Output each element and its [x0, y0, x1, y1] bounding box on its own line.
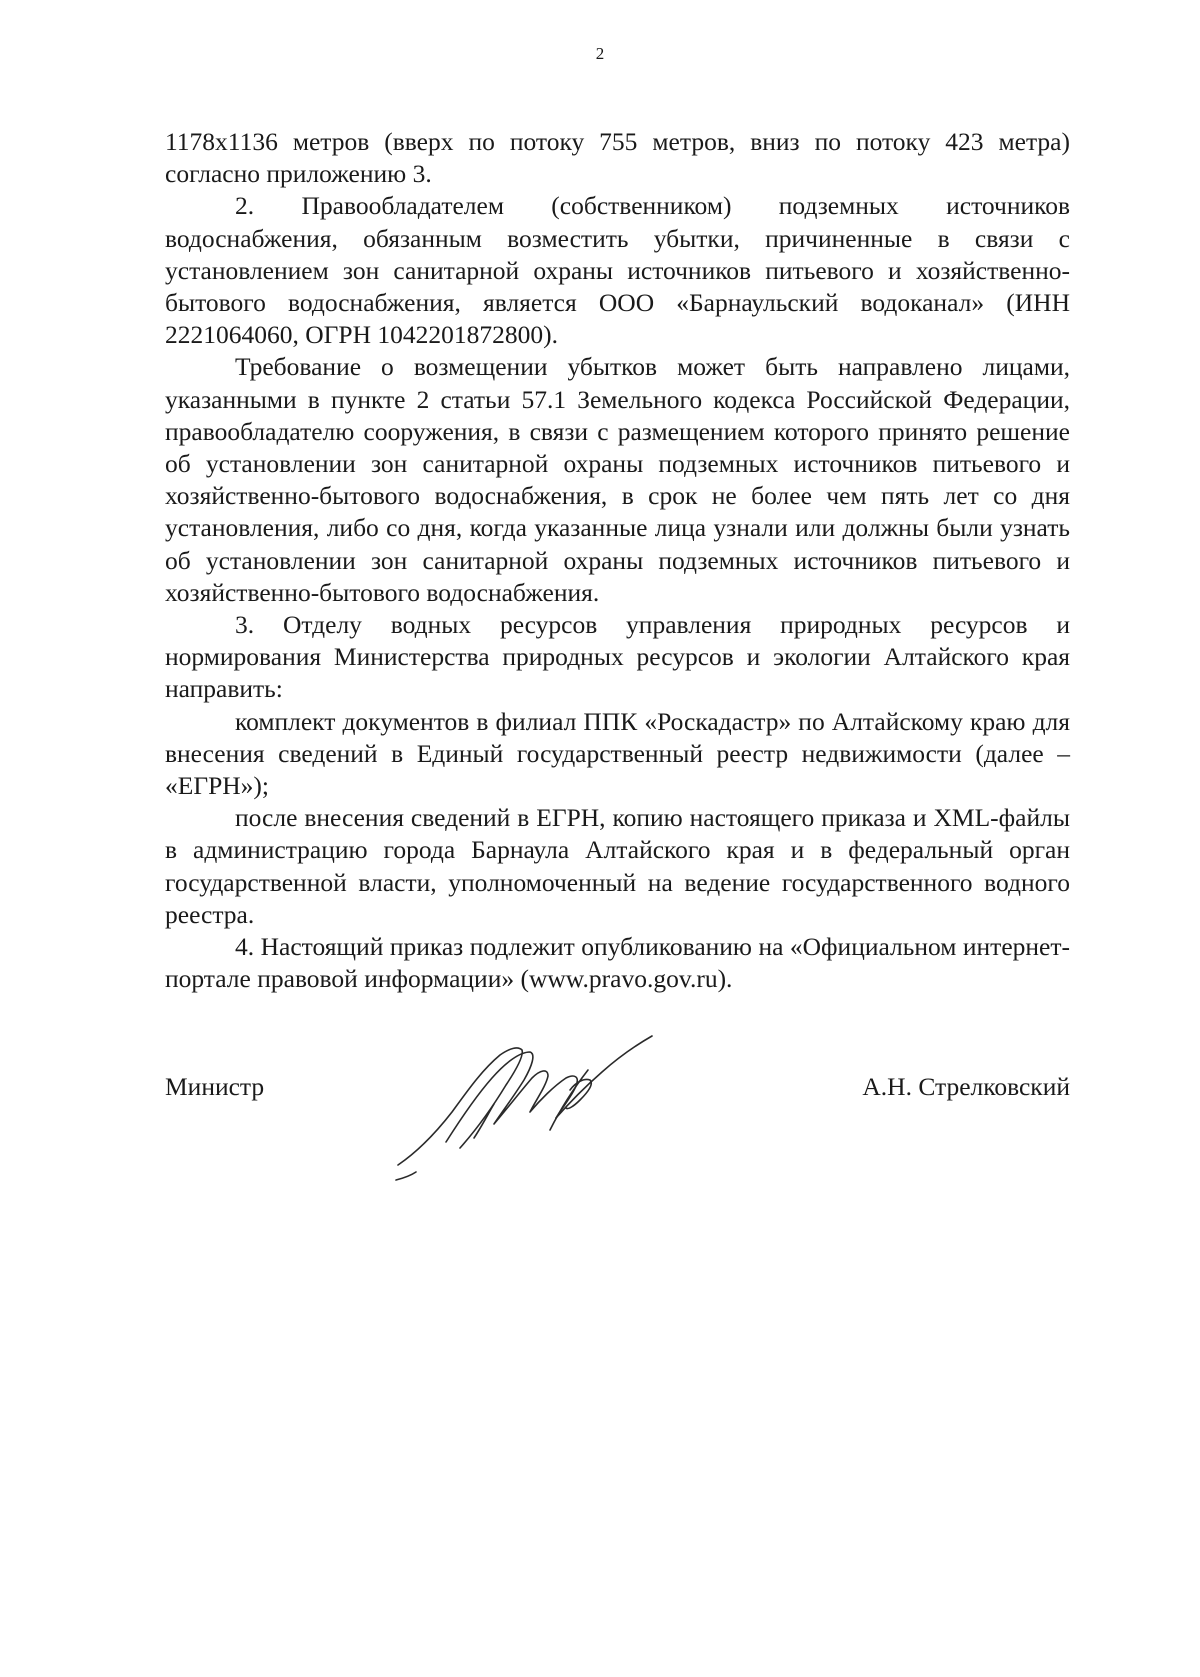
paragraph-1: 1178x1136 метров (вверх по потоку 755 метров, вниз по потоку 423 метра) согласно приложению 3.	[165, 127, 1070, 189]
paragraph-5: комплект документов в филиал ППК «Роскадастр» по Алтайскому краю для внесения сведений в Единый государственный реестр недвижимости (далее – «ЕГРН»);	[165, 706, 1070, 801]
paragraph-6: после внесения сведений в ЕГРН, копию настоящего приказа и XML-файлы в администрацию города Барнаула Алтайского края и в федеральный орган государственной власти, уполномоченный на ведение государственного водного реестра.	[165, 803, 1070, 929]
signatory-title: Министр	[165, 1072, 265, 1101]
paragraph-3: Требование о возмещении убытков может быть направлено лицами, указанными в пункте 2 статьи 57.1 Земельного кодекса Российской Федерации, правообладателю сооружения, в связи с размещением которого принято решение об установлении зон санитарной охраны подземных источников питьевого и хозяйственно-бытового водоснабжения, в срок не более чем пять лет со дня установления, либо со дня, когда указанные лица узнали или должны были узнать об установлении зон санитарной охраны подземных источников питьевого и хозяйственно-бытового водоснабжения.	[165, 352, 1070, 607]
paragraph-7: 4. Настоящий приказ подлежит опубликованию на «Официальном интернет-портале правовой информации» (www.pravo.gov.ru).	[165, 932, 1070, 994]
document-body	[165, 126, 1070, 995]
signatory-name: А.Н. Стрелковский	[862, 1072, 1070, 1101]
signature-row	[165, 1072, 1070, 1112]
handwritten-signature	[390, 1030, 690, 1200]
paragraph-2: 2. Правообладателем (собственником) подземных источников водоснабжения, обязанным возместить убытки, причиненные в связи с установлением зон санитарной охраны источников питьевого и хозяйственно-бытового водоснабжения, является ООО «Барнаульский водоканал» (ИНН 2221064060, ОГРН 1042201872800).	[165, 191, 1070, 350]
page-number: 2	[595, 44, 605, 63]
paragraph-4: 3. Отделу водных ресурсов управления природных ресурсов и нормирования Министерства природных ресурсов и экологии Алтайского края направить:	[165, 610, 1070, 704]
